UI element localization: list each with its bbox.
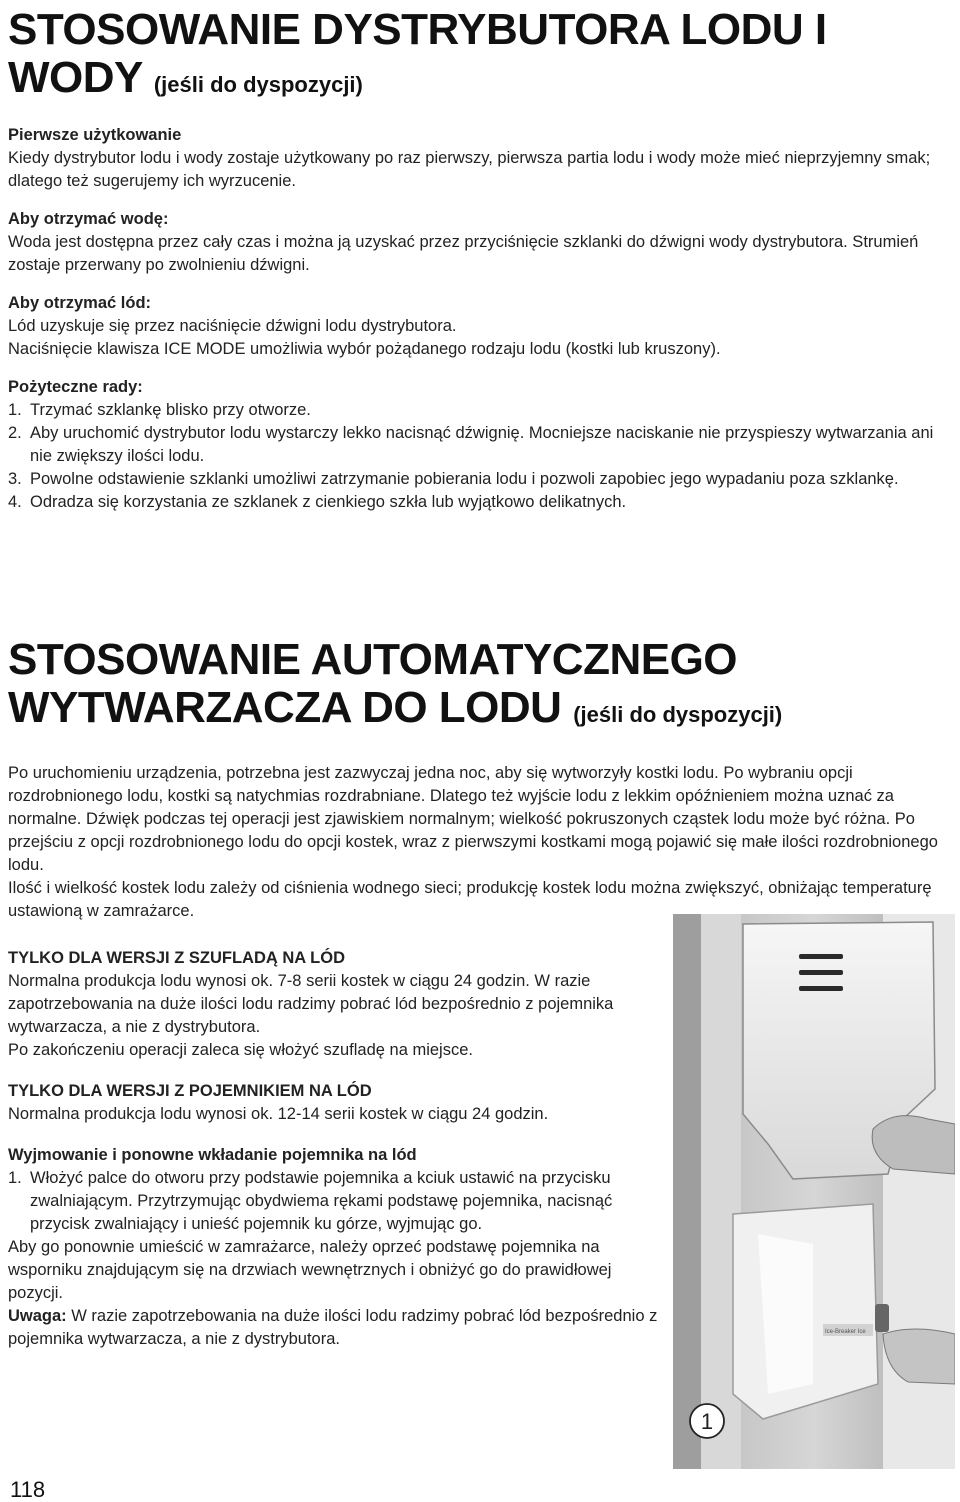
list-item-number: 1.: [8, 1169, 22, 1187]
section1-title-main: STOSOWANIE DYSTRYBUTORA LODU I WODY: [8, 5, 827, 102]
section2-title-line1: STOSOWANIE AUTOMATYCZNEGO: [8, 635, 738, 684]
section1-title: [8, 6, 960, 109]
section2-para1: Po uruchomieniu urządzenia, potrzebna jest zazwyczaj jedna noc, aby się wytworzyły kostki lodu. Po wybraniu opcji rozdrobnionego lodu, kostki są natychmias rozdrabniane. Dlatego też wyjście lodu z lekkim opóźnieniem można uznać za normalne. Dźwięk podczas tej operacji jest zjawiskiem normalnym; wielkość pokruszonych cząstek lodu może być różna. Po przejściu z opcji rozdrobnionego lodu do opcji kostek, wraz z pierwszymi kostkami mogą pojawić się małe ilości rozdrobnionego lodu.: [8, 764, 938, 874]
ice-heading: Aby otrzymać lód:: [8, 294, 152, 312]
water-heading: Aby otrzymać wodę:: [8, 210, 169, 228]
section2-title: [8, 636, 782, 739]
removal-heading: Wyjmowanie i ponowne wkładanie pojemnika na lód: [8, 1146, 417, 1164]
list-item: [8, 399, 948, 422]
section3-body: [8, 947, 668, 1351]
note-label: Uwaga:: [8, 1307, 67, 1325]
drawer-text2: Po zakończeniu operacji zaleca się włożyć szufladę na miejsce.: [8, 1041, 473, 1059]
first-use-heading: Pierwsze użytkowanie: [8, 126, 182, 144]
bucket-brand-text: Ice-Breaker Ice: [825, 1329, 866, 1335]
list-item: [8, 468, 948, 491]
ice-text-2: Naciśnięcie klawisza ICE MODE umożliwia wybór pożądanego rodzaju lodu (kostki lub kruszony).: [8, 340, 721, 358]
section1-body: [8, 124, 948, 514]
removal-text: Aby go ponownie umieścić w zamrażarce, należy oprzeć podstawę pojemnika na wsporniku znajdującym się na drzwiach wewnętrznych i obniżyć go do prawidłowej pozycji.: [8, 1238, 612, 1302]
list-item-text: Odradza się korzystania ze szklanek z cienkiego szkła lub wyjątkowo delikatnych.: [30, 493, 627, 511]
list-item-text: Powolne odstawienie szklanki umożliwi zatrzymanie pobierania lodu i pozwoli zapobiec jego wypadaniu poza szklankę.: [30, 470, 899, 488]
list-item-number: 3.: [8, 470, 22, 488]
section1-title-sub: (jeśli do dyspozycji): [153, 72, 363, 97]
page-number: 118: [10, 1477, 46, 1502]
removal-steps: [8, 1167, 668, 1236]
tips-heading: Pożyteczne rady:: [8, 378, 143, 396]
section2-para2: Ilość i wielkość kostek lodu zależy od ciśnienia wodnego sieci; produkcję kostek lodu można zwiększyć, obniżając temperaturę ustawioną w zamrażarce.: [8, 879, 932, 920]
drawer-text: Normalna produkcja lodu wynosi ok. 7-8 serii kostek w ciągu 24 godzin. W razie zapotrzebowania na duże ilości lodu radzimy pobrać lód bezpośrednio z pojemnika wytwarzacza, a nie z dystrybutora.: [8, 972, 614, 1036]
container-heading: TYLKO DLA WERSJI Z POJEMNIKIEM NA LÓD: [8, 1082, 372, 1100]
container-text: Normalna produkcja lodu wynosi ok. 12-14 serii kostek w ciągu 24 godzin.: [8, 1105, 549, 1123]
note-text: W razie zapotrzebowania na duże ilości lodu radzimy pobrać lód bezpośrednio z pojemnika wytwarzacza, a nie z dystrybutora.: [8, 1307, 658, 1348]
drawer-heading: TYLKO DLA WERSJI Z SZUFLADĄ NA LÓD: [8, 949, 346, 967]
tips-list: [8, 399, 948, 514]
section2-title-sub: (jeśli do dyspozycji): [573, 702, 783, 727]
list-item-number: 4.: [8, 493, 22, 511]
ice-bucket-photo: [673, 914, 955, 1469]
section2-body: [8, 762, 948, 923]
list-item-number: 2.: [8, 424, 22, 442]
list-item-number: 1.: [8, 401, 22, 419]
list-item: [8, 1167, 668, 1236]
first-use-text: Kiedy dystrybutor lodu i wody zostaje użytkowany po raz pierwszy, pierwsza partia lodu i wody może mieć nieprzyjemny smak; dlatego też sugerujemy ich wyrzucenie.: [8, 149, 931, 190]
list-item-text: Aby uruchomić dystrybutor lodu wystarczy lekko nacisnąć dźwignię. Mocniejsze naciskanie nie przyspieszy wytwarzania ani nie zwiększy ilości lodu.: [30, 424, 934, 465]
water-text: Woda jest dostępna przez cały czas i można ją uzyskać przez przyciśnięcie szklanki do dźwigni wody dystrybutora. Strumień zostaje przerwany po zwolnieniu dźwigni.: [8, 233, 919, 274]
ice-text-1: Lód uzyskuje się przez naciśnięcie dźwigni lodu dystrybutora.: [8, 317, 457, 335]
list-item-text: Włożyć palce do otworu przy podstawie pojemnika a kciuk ustawić na przycisku zwalniającym. Przytrzymując obydwiema rękami podstawę pojemnika, nacisnąć przycisk zwalniający i unieść pojemnik ku górze, wyjmując go.: [30, 1169, 613, 1233]
list-item: [8, 422, 948, 468]
section2-title-line2: WYTWARZACZA DO LODU: [8, 683, 562, 732]
list-item: [8, 491, 948, 514]
figure-number: 1: [700, 1409, 714, 1434]
removal-note: [8, 1305, 668, 1351]
list-item-text: Trzymać szklankę blisko przy otworze.: [30, 401, 311, 419]
